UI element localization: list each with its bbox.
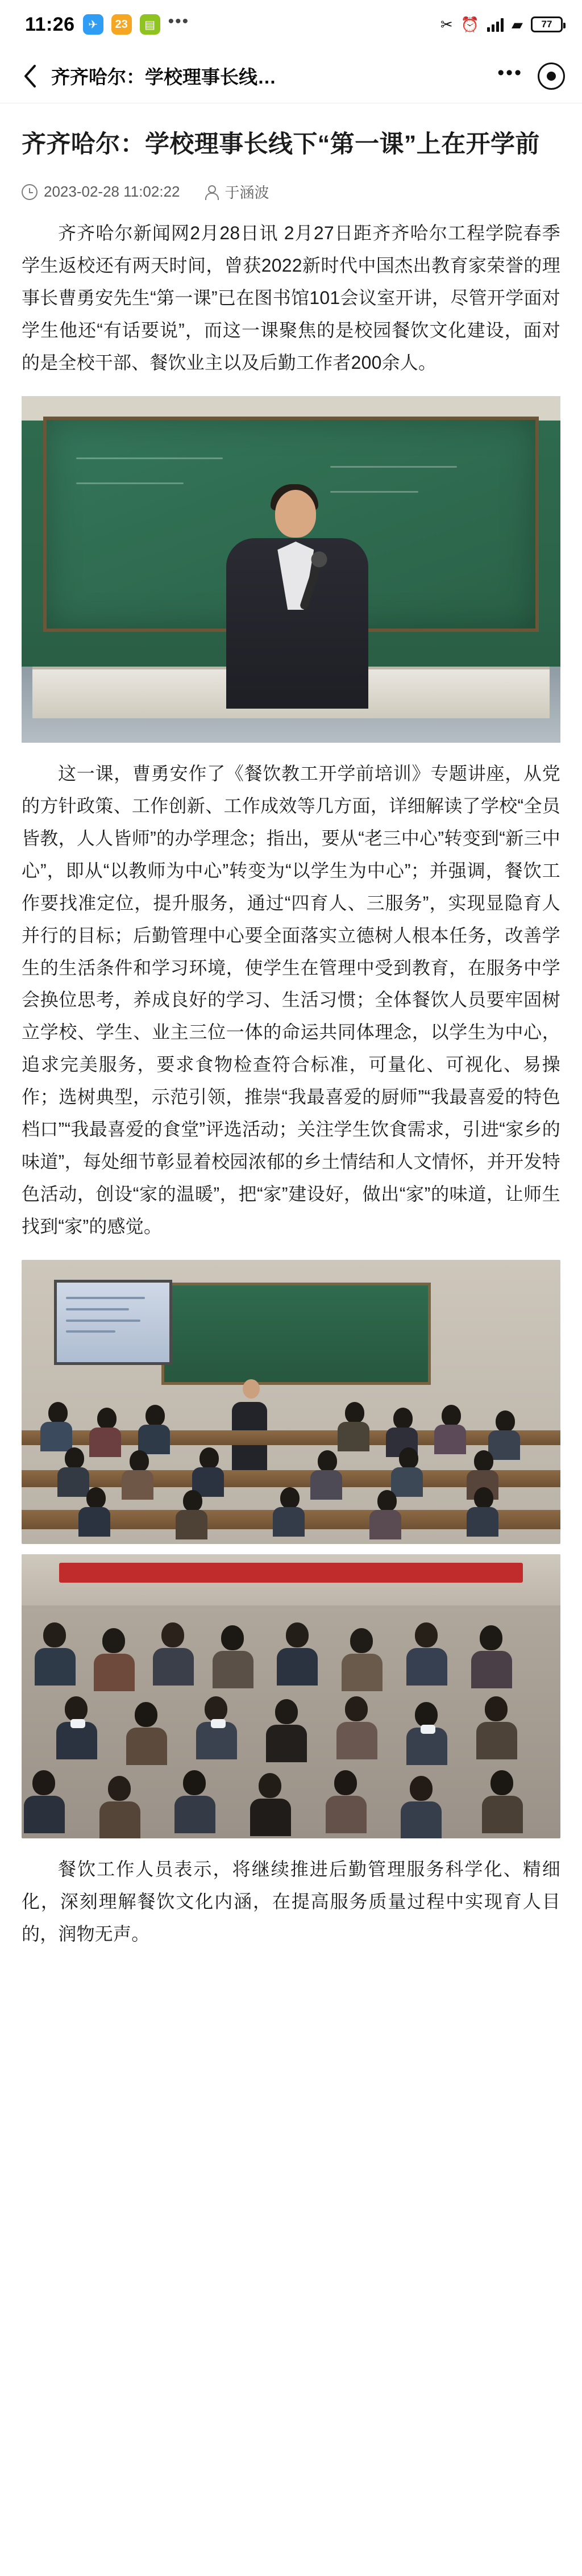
photo-classroom-wide [22,1260,560,1544]
page-title: 齐齐哈尔：学校理事长线… [51,66,276,88]
overflow-dots-icon: ••• [168,12,190,31]
publish-time [22,183,180,201]
notification-badge: 23 [111,14,132,35]
article-paragraph: 齐齐哈尔新闻网2月28日讯 2月27日距齐齐哈尔工程学院春季学生返校还有两天时间，曾获2022新时代中国杰出教育家荣誉的理事长曹勇安先生“第一课”已在图书馆101会议室开讲，尽管开学面对学生他还“有话要说”，而这一课聚焦的是校园餐饮文化建设，面对的是全校干部、餐饮业主以及后勤工作者200余人。 [22,223,560,373]
record-circle-icon[interactable] [538,63,565,90]
article-paragraph: 餐饮工作人员表示，将继续推进后勤管理服务科学化、精细化，深刻理解餐饮文化内涵，在提高服务质量过程中实现育人目的，润物无声。 [22,1859,560,1945]
nav-actions [497,63,565,90]
author-name: 于涵波 [225,184,269,202]
article-body [0,217,582,2001]
navigation-bar [0,49,582,103]
article-headline: 齐齐哈尔：学校理事长线下“第一课”上在开学前 [22,131,540,158]
signal-icon [487,17,504,32]
wifi-icon: ▰ [512,16,523,33]
status-time: 11:26 [25,13,75,35]
battery-icon: 77 [531,16,563,32]
article-meta [22,181,560,202]
telegram-icon: ✈ [83,14,103,35]
publish-time-text: 2023-02-28 11:02:22 [44,183,180,201]
status-bar-left [25,13,189,36]
clock-icon [22,184,38,200]
article-footer-space [22,1967,560,2001]
alarm-icon: ⏰ [460,16,479,33]
photo-audience-seated [22,1554,560,1838]
person-icon [203,184,219,200]
article-author [203,181,269,202]
article-header [0,103,582,202]
app-badge: ▤ [140,14,160,35]
status-bar-right [440,16,563,32]
photo-speaker-at-chalkboard [22,396,560,743]
more-horizontal-icon[interactable]: ••• [497,61,523,84]
scissors-icon: ✂ [440,16,453,33]
article-paragraph: 这一课，曹勇安作了《餐饮教工开学前培训》专题讲座，从党的方针政策、工作创新、工作成效等几方面，详细解读了学校“全员皆教，人人皆师”的办学理念；指出，要从“老三中心”转变到“新三中心”，即从“以教师为中心”转变为“以学生为中心”；并强调，餐饮工作要找准定位，提升服务，通过“四育人、三服务”，实现显隐育人并行的目标；后勤管理中心要全面落实立德树人根本任务，改善学生的生活条件和学习环境，使学生在管理中受到教育，在服务中学会换位思考，养成良好的学习、生活习惯；全体餐饮人员要牢固树立学校、学生、业主三位一体的命运共同体理念，以学生为中心，追求完美服务，要求食物检查符合标准，可量化、可视化、易操作；选树典型，示范引领，推崇“我最喜爱的厨师”“我最喜爱的特色档口”“我最喜爱的食堂”评选活动；关注学生饮食需求，引进“家乡的味道”，每处细节彰显着校园浓郁的乡土情结和人文情怀，并开发特色活动，创设“家的温暖”，把“家”建设好，做出“家”的味道，让师生找到“家”的感觉。 [22,763,560,1237]
back-button[interactable] [15,61,45,91]
status-bar [0,0,582,49]
